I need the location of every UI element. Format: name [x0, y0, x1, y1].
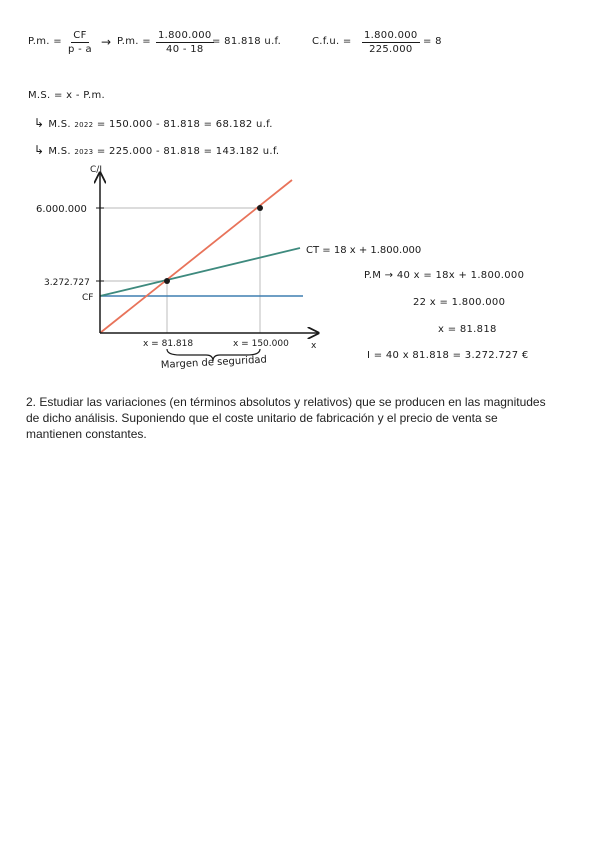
x-axis-label: x: [311, 341, 317, 351]
solution-line-3: x = 81.818: [438, 324, 497, 335]
ms-definition: M.S. = x - P.m.: [28, 90, 106, 101]
ms-2022-value: = 150.000 - 81.818 = 68.182 u.f.: [96, 119, 273, 130]
x-tick-sales: x = 150.000: [233, 339, 289, 349]
pm-calc-result: = 81.818 u.f.: [212, 36, 282, 47]
ms-2023-year: 2023: [74, 148, 94, 156]
safety-margin-label: Margen de seguridad: [160, 354, 268, 371]
y-tick-breakeven-income: 3.272.727: [44, 278, 90, 288]
exercise-statement: 2. Estudiar las variaciones (en términos absolutos y relativos) que se producen en las magnitudes de dicho análisis. Suponiendo que el coste unitario de fabricación y el precio de venta se mantienen constantes.: [26, 395, 546, 441]
x-tick-breakeven: x = 81.818: [143, 339, 194, 349]
solution-line-1: P.M → 40 x = 18x + 1.800.000: [364, 270, 525, 281]
hook-arrow-icon: ↳: [34, 143, 45, 157]
total-cost-line: [100, 248, 300, 296]
ms-2022-year: 2022: [74, 121, 94, 129]
solution-line-2: 22 x = 1.800.000: [413, 297, 506, 308]
break-even-point: [164, 278, 170, 284]
pm-fraction-numerator: CF: [73, 30, 87, 41]
ms-2022-label: M.S.: [48, 119, 71, 130]
pm-calc-numerator: 1.800.000: [158, 30, 212, 41]
y-tick-6m: 6.000.000: [36, 204, 87, 215]
cfu-denominator: 225.000: [369, 44, 413, 55]
solution-line-4: I = 40 x 81.818 = 3.272.727 €: [367, 350, 529, 361]
pm-calc-lhs: P.m. =: [117, 36, 151, 47]
break-even-graph: [0, 0, 600, 400]
ms-2023-value: = 225.000 - 81.818 = 143.182 u.f.: [96, 146, 280, 157]
pm-calc-denominator: 40 - 18: [166, 44, 204, 55]
y-tick-fixed-cost: CF: [82, 293, 94, 303]
pm-formula-lhs: P.m. =: [28, 36, 62, 47]
implies-arrow-icon: →: [101, 35, 112, 49]
cfu-result: = 8: [423, 36, 442, 47]
cfu-numerator: 1.800.000: [364, 30, 418, 41]
cfu-formula-lhs: C.f.u. =: [312, 36, 352, 47]
y-axis-label: C/I: [90, 165, 102, 175]
ms-2023-label: M.S.: [48, 146, 71, 157]
pm-fraction-denominator: p - a: [68, 44, 92, 55]
sales-point: [257, 205, 263, 211]
total-cost-equation-label: CT = 18 x + 1.800.000: [306, 245, 422, 256]
hook-arrow-icon: ↳: [34, 116, 45, 130]
